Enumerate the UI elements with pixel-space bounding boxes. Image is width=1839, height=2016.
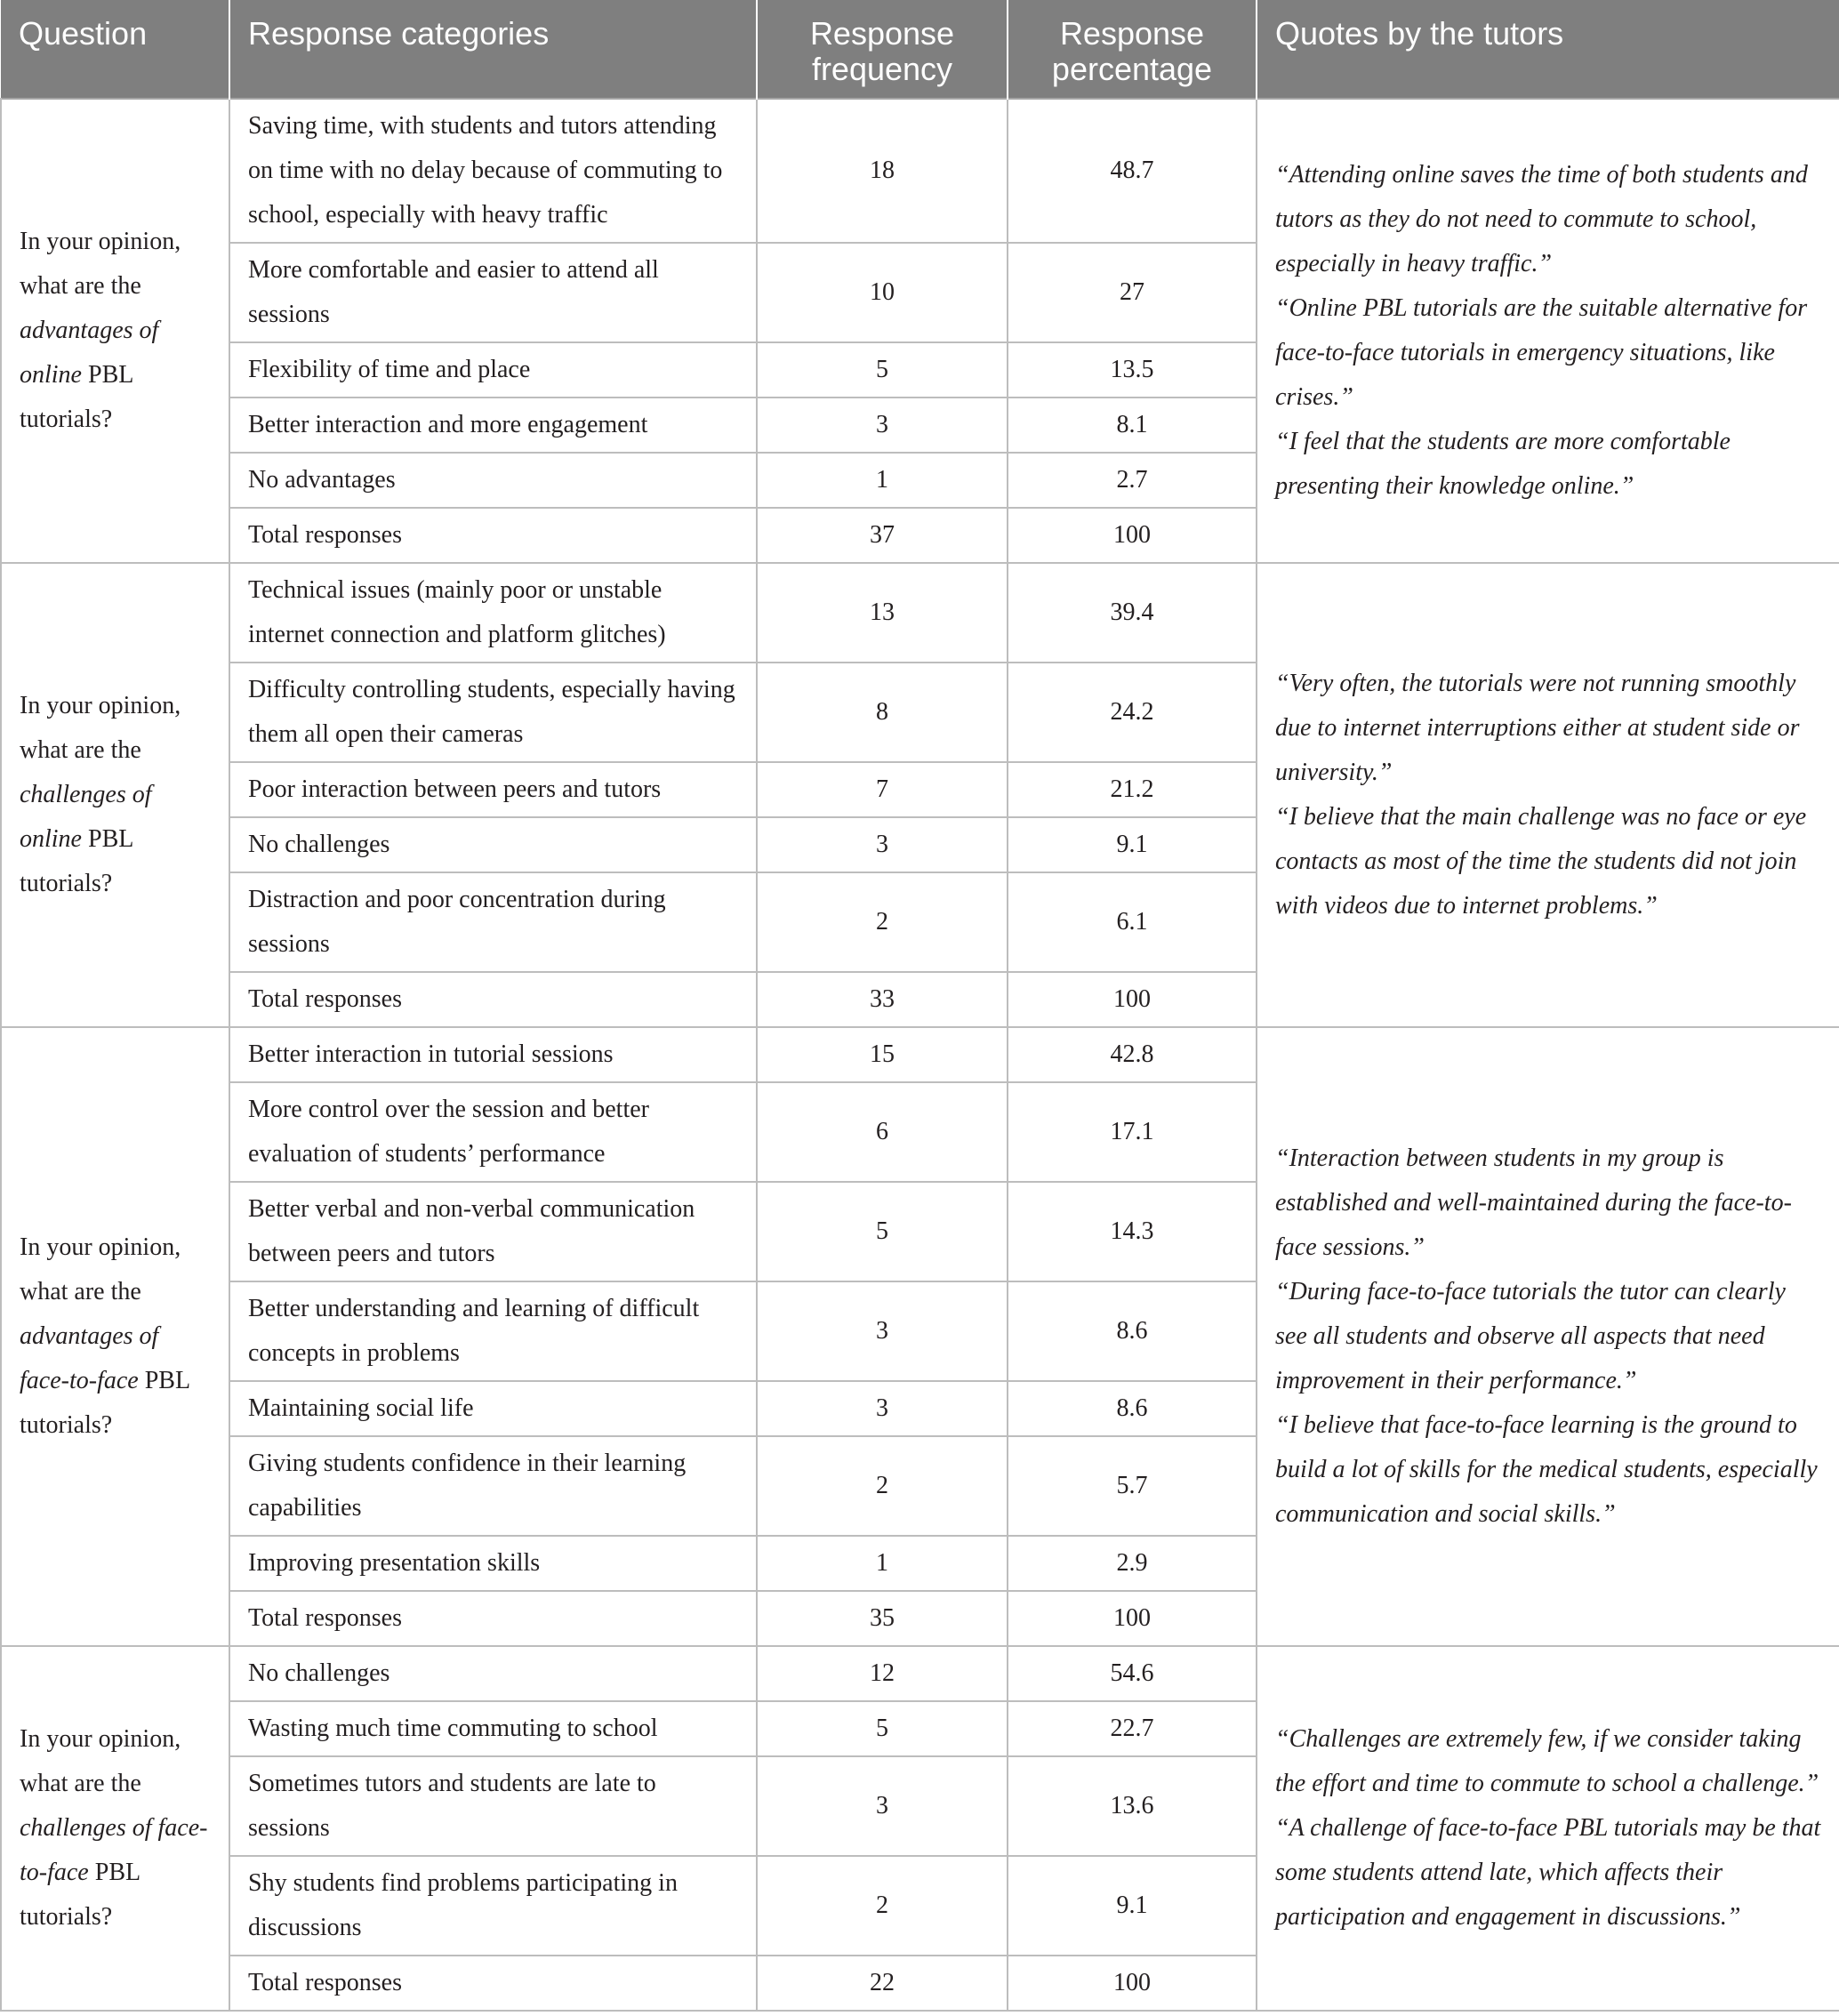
response-percentage-cell: 27 — [1008, 243, 1257, 342]
response-frequency-cell: 10 — [757, 243, 1008, 342]
table-row — [1, 1646, 1839, 1701]
response-category-cell: Poor interaction between peers and tutors — [229, 762, 757, 817]
response-category-cell: No challenges — [229, 817, 757, 872]
response-category-cell: Wasting much time commuting to school — [229, 1701, 757, 1756]
response-percentage-cell: 8.1 — [1008, 398, 1257, 453]
table-body — [1, 99, 1839, 2011]
response-frequency-cell: 15 — [757, 1027, 1008, 1082]
tutor-quote: “I believe that face-to-face learning is the ground to build a lot of skills for the medical students, especially communication and social skills.” — [1275, 1411, 1818, 1528]
response-category-cell: Giving students confidence in their learning capabilities — [229, 1436, 757, 1536]
response-frequency-cell: 6 — [757, 1082, 1008, 1182]
response-percentage-cell: 13.6 — [1008, 1756, 1257, 1856]
response-percentage-cell: 9.1 — [1008, 1856, 1257, 1956]
response-category-cell: Maintaining social life — [229, 1381, 757, 1436]
table-row — [1, 563, 1839, 663]
response-category-cell: Flexibility of time and place — [229, 342, 757, 398]
response-percentage-cell: 9.1 — [1008, 817, 1257, 872]
response-frequency-cell: 22 — [757, 1956, 1008, 2011]
response-frequency-cell: 2 — [757, 1856, 1008, 1956]
question-italic: challenges of face-to-face — [20, 1814, 208, 1886]
response-category-cell: Total responses — [229, 1956, 757, 2011]
response-percentage-cell: 2.7 — [1008, 453, 1257, 508]
tutor-quote: “Challenges are extremely few, if we consider taking the effort and time to commute to school a challenge.” — [1275, 1725, 1819, 1797]
tutor-quote: “Interaction between students in my group is established and well-maintained during the face-to-face sessions.” — [1275, 1145, 1792, 1261]
response-category-cell: Shy students find problems participating in discussions — [229, 1856, 757, 1956]
response-category-cell: Improving presentation skills — [229, 1536, 757, 1591]
response-percentage-cell: 6.1 — [1008, 872, 1257, 972]
tutor-quotes-cell — [1257, 563, 1839, 1027]
response-frequency-cell: 5 — [757, 342, 1008, 398]
question-suffix: PBL tutorials? — [20, 825, 133, 897]
question-cell — [1, 1027, 229, 1646]
tutor-quote: “I feel that the students are more comfortable presenting their knowledge online.” — [1275, 428, 1731, 500]
header-response-percentage: Response percentage — [1008, 0, 1257, 99]
response-frequency-cell: 1 — [757, 1536, 1008, 1591]
tutor-quote: “During face-to-face tutorials the tutor can clearly see all students and observe all aspects that need improvement in their performance.” — [1275, 1278, 1786, 1394]
question-cell — [1, 99, 229, 563]
response-category-cell: Better interaction in tutorial sessions — [229, 1027, 757, 1082]
response-percentage-cell: 22.7 — [1008, 1701, 1257, 1756]
question-suffix: PBL tutorials? — [20, 361, 133, 433]
response-frequency-cell: 5 — [757, 1701, 1008, 1756]
question-italic: challenges of online — [20, 781, 152, 853]
response-category-cell: No advantages — [229, 453, 757, 508]
tutor-quote: “I believe that the main challenge was no face or eye contacts as most of the time the students did not join with videos due to internet problems.” — [1275, 803, 1807, 920]
tutor-quote: “Very often, the tutorials were not running smoothly due to internet interruptions either at student side or university.” — [1275, 670, 1800, 786]
response-percentage-cell: 13.5 — [1008, 342, 1257, 398]
response-frequency-cell: 8 — [757, 663, 1008, 762]
response-frequency-cell: 3 — [757, 1381, 1008, 1436]
tutor-quotes-cell — [1257, 1646, 1839, 2011]
table-header — [1, 0, 1839, 99]
response-percentage-cell: 42.8 — [1008, 1027, 1257, 1082]
question-suffix: PBL tutorials? — [20, 1859, 141, 1931]
response-percentage-cell: 100 — [1008, 1956, 1257, 2011]
response-percentage-cell: 100 — [1008, 1591, 1257, 1646]
header-question: Question — [1, 0, 229, 99]
response-frequency-cell: 7 — [757, 762, 1008, 817]
response-category-cell: More comfortable and easier to attend all sessions — [229, 243, 757, 342]
tutor-quote: “Online PBL tutorials are the suitable alternative for face-to-face tutorials in emergency situations, like crises.” — [1275, 294, 1808, 411]
response-category-cell: Better interaction and more engagement — [229, 398, 757, 453]
question-prefix: In your opinion, what are the — [20, 1233, 181, 1305]
response-category-cell: Sometimes tutors and students are late to sessions — [229, 1756, 757, 1856]
tutor-quotes-cell — [1257, 99, 1839, 563]
question-cell — [1, 1646, 229, 2011]
response-percentage-cell: 24.2 — [1008, 663, 1257, 762]
response-category-cell: Difficulty controlling students, especially having them all open their cameras — [229, 663, 757, 762]
response-frequency-cell: 37 — [757, 508, 1008, 563]
response-frequency-cell: 1 — [757, 453, 1008, 508]
response-category-cell: Saving time, with students and tutors attending on time with no delay because of commuting to school, especially with heavy traffic — [229, 99, 757, 243]
response-frequency-cell: 2 — [757, 1436, 1008, 1536]
response-percentage-cell: 100 — [1008, 508, 1257, 563]
table-row — [1, 99, 1839, 243]
response-category-cell: More control over the session and better evaluation of students’ performance — [229, 1082, 757, 1182]
question-prefix: In your opinion, what are the — [20, 228, 181, 300]
tutor-quote: “A challenge of face-to-face PBL tutorials may be that some students attend late, which affects their participation and engagement in discussions.” — [1275, 1814, 1821, 1931]
table-row — [1, 1027, 1839, 1082]
question-suffix: PBL tutorials? — [20, 1367, 190, 1439]
question-italic: advantages of online — [20, 317, 159, 389]
response-percentage-cell: 2.9 — [1008, 1536, 1257, 1591]
tutor-quote: “Attending online saves the time of both students and tutors as they do not need to commute to school, especially in heavy traffic.” — [1275, 161, 1808, 277]
response-frequency-cell: 5 — [757, 1182, 1008, 1281]
response-percentage-cell: 5.7 — [1008, 1436, 1257, 1536]
response-category-cell: Total responses — [229, 972, 757, 1027]
response-percentage-cell: 100 — [1008, 972, 1257, 1027]
response-category-cell: No challenges — [229, 1646, 757, 1701]
response-category-cell: Better verbal and non-verbal communication between peers and tutors — [229, 1182, 757, 1281]
response-frequency-cell: 13 — [757, 563, 1008, 663]
response-percentage-cell: 54.6 — [1008, 1646, 1257, 1701]
response-frequency-cell: 35 — [757, 1591, 1008, 1646]
response-percentage-cell: 48.7 — [1008, 99, 1257, 243]
header-quotes: Quotes by the tutors — [1257, 0, 1839, 99]
response-percentage-cell: 17.1 — [1008, 1082, 1257, 1182]
header-row — [1, 0, 1839, 99]
response-frequency-cell: 33 — [757, 972, 1008, 1027]
response-frequency-cell: 2 — [757, 872, 1008, 972]
response-category-cell: Better understanding and learning of difficult concepts in problems — [229, 1281, 757, 1381]
question-prefix: In your opinion, what are the — [20, 1725, 181, 1797]
response-frequency-cell: 3 — [757, 1281, 1008, 1381]
question-italic: advantages of face-to-face — [20, 1322, 159, 1394]
response-percentage-cell: 8.6 — [1008, 1381, 1257, 1436]
question-prefix: In your opinion, what are the — [20, 692, 181, 764]
response-percentage-cell: 14.3 — [1008, 1182, 1257, 1281]
response-category-cell: Total responses — [229, 1591, 757, 1646]
response-category-cell: Distraction and poor concentration during sessions — [229, 872, 757, 972]
tutor-quotes-cell — [1257, 1027, 1839, 1646]
response-percentage-cell: 21.2 — [1008, 762, 1257, 817]
response-percentage-cell: 39.4 — [1008, 563, 1257, 663]
response-frequency-cell: 12 — [757, 1646, 1008, 1701]
response-frequency-cell: 3 — [757, 1756, 1008, 1856]
header-response-frequency: Response frequency — [757, 0, 1008, 99]
question-cell — [1, 563, 229, 1027]
response-frequency-cell: 3 — [757, 398, 1008, 453]
response-percentage-cell: 8.6 — [1008, 1281, 1257, 1381]
response-frequency-cell: 18 — [757, 99, 1008, 243]
response-category-cell: Technical issues (mainly poor or unstable internet connection and platform glitches) — [229, 563, 757, 663]
response-frequency-cell: 3 — [757, 817, 1008, 872]
header-response-categories: Response categories — [229, 0, 757, 99]
response-category-cell: Total responses — [229, 508, 757, 563]
